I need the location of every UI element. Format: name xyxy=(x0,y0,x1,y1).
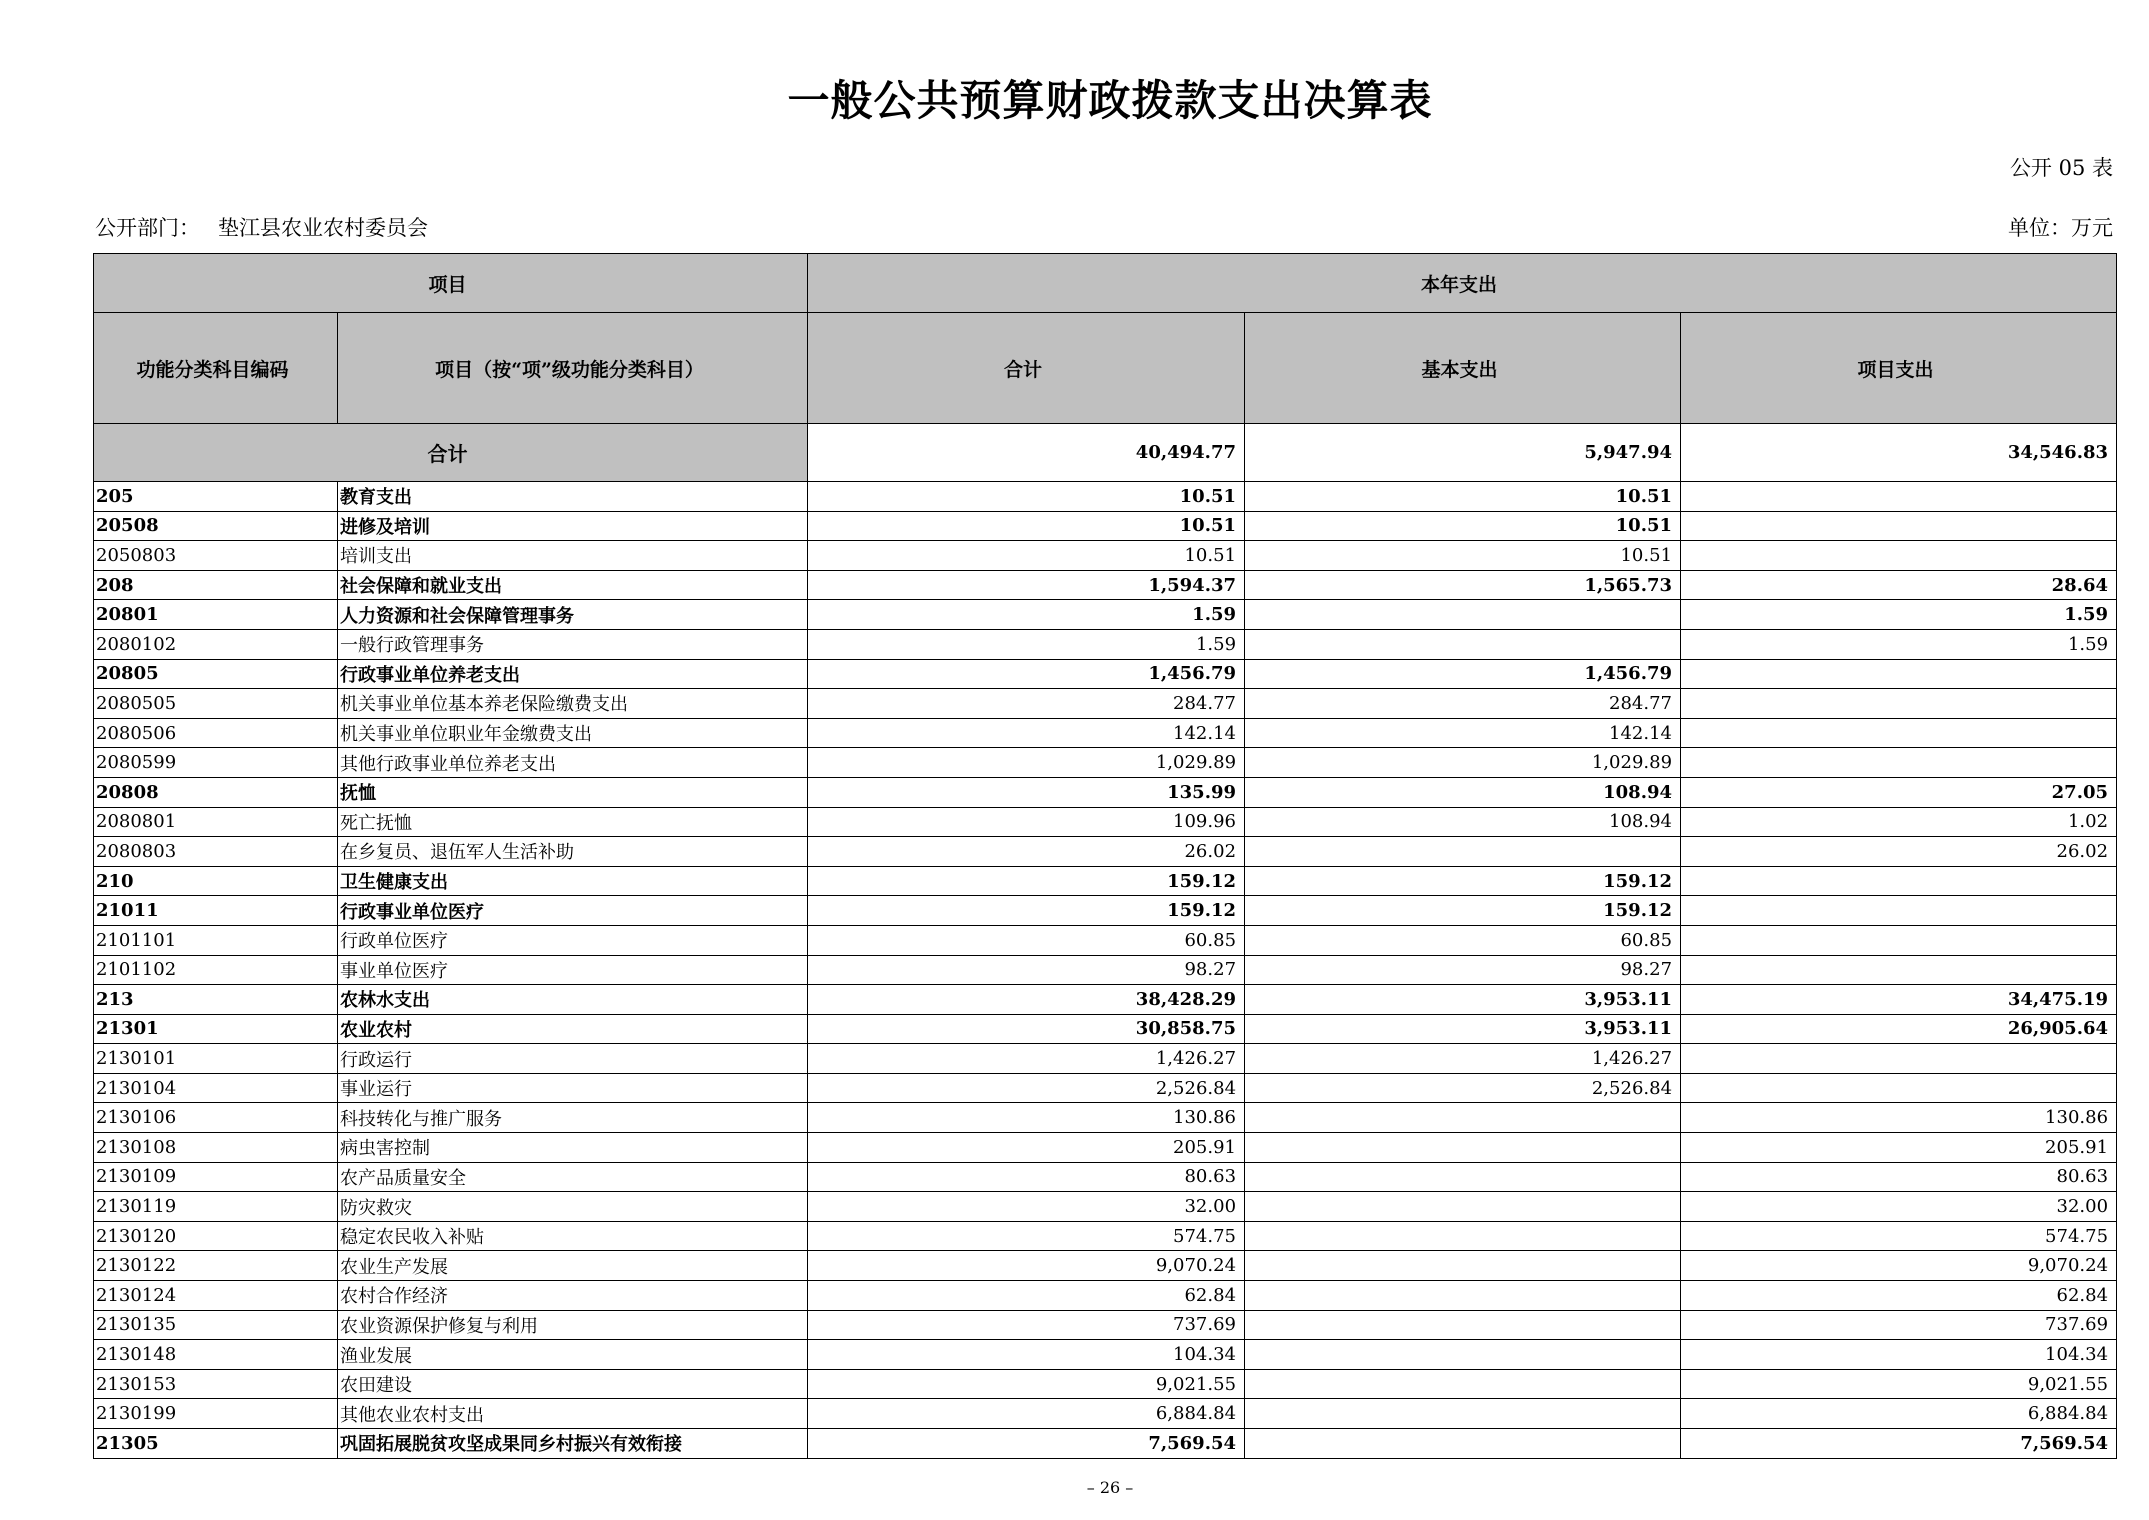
row-total: 62.84 xyxy=(808,1281,1245,1311)
row-code: 205 xyxy=(94,482,338,512)
row-code: 2130106 xyxy=(94,1103,338,1133)
row-code: 2080801 xyxy=(94,807,338,837)
row-project: 6,884.84 xyxy=(1681,1399,2117,1429)
row-item-name: 农林水支出 xyxy=(338,985,808,1015)
row-item-name: 死亡抚恤 xyxy=(338,807,808,837)
row-basic: 60.85 xyxy=(1245,925,1681,955)
row-project: 26,905.64 xyxy=(1681,1014,2117,1044)
row-code: 2130199 xyxy=(94,1399,338,1429)
row-code: 2130119 xyxy=(94,1192,338,1222)
table-row xyxy=(94,482,2117,512)
row-code: 213 xyxy=(94,985,338,1015)
row-basic xyxy=(1245,1221,1681,1251)
row-project xyxy=(1681,1044,2117,1074)
row-total: 30,858.75 xyxy=(808,1014,1245,1044)
table-row xyxy=(94,985,2117,1015)
table-row xyxy=(94,659,2117,689)
row-total: 284.77 xyxy=(808,689,1245,719)
row-code: 208 xyxy=(94,570,338,600)
table-row xyxy=(94,1340,2117,1370)
row-project xyxy=(1681,718,2117,748)
row-item-name: 行政单位医疗 xyxy=(338,925,808,955)
row-item-name: 进修及培训 xyxy=(338,511,808,541)
row-basic: 284.77 xyxy=(1245,689,1681,719)
row-total: 1,456.79 xyxy=(808,659,1245,689)
row-item-name: 在乡复员、退伍军人生活补助 xyxy=(338,837,808,867)
row-code: 2130101 xyxy=(94,1044,338,1074)
table-row xyxy=(94,1103,2117,1133)
row-project: 9,021.55 xyxy=(1681,1369,2117,1399)
row-code: 2080102 xyxy=(94,629,338,659)
row-item-name: 事业运行 xyxy=(338,1073,808,1103)
row-total: 9,070.24 xyxy=(808,1251,1245,1281)
row-total: 737.69 xyxy=(808,1310,1245,1340)
row-item-name: 卫生健康支出 xyxy=(338,866,808,896)
table-row xyxy=(94,1133,2117,1163)
row-basic: 2,526.84 xyxy=(1245,1073,1681,1103)
row-basic: 3,953.11 xyxy=(1245,1014,1681,1044)
row-code: 2050803 xyxy=(94,541,338,571)
row-project: 1.02 xyxy=(1681,807,2117,837)
table-body xyxy=(94,482,2117,1459)
row-code: 2101102 xyxy=(94,955,338,985)
department-line xyxy=(95,212,428,242)
department-name: 垫江县农业农村委员会 xyxy=(218,216,428,240)
table-row xyxy=(94,600,2117,630)
expense-table xyxy=(93,253,2117,1459)
page-number: – 26 – xyxy=(1086,1478,1134,1497)
row-total: 205.91 xyxy=(808,1133,1245,1163)
row-code: 20805 xyxy=(94,659,338,689)
row-total: 1.59 xyxy=(808,629,1245,659)
row-project: 62.84 xyxy=(1681,1281,2117,1311)
header-project: 项目 xyxy=(94,254,808,313)
row-basic xyxy=(1245,600,1681,630)
row-total: 98.27 xyxy=(808,955,1245,985)
table-row xyxy=(94,1429,2117,1459)
table-row xyxy=(94,1369,2117,1399)
row-total: 80.63 xyxy=(808,1162,1245,1192)
row-project: 1.59 xyxy=(1681,600,2117,630)
table-row xyxy=(94,511,2117,541)
row-project: 32.00 xyxy=(1681,1192,2117,1222)
table-row xyxy=(94,689,2117,719)
row-item-name: 巩固拓展脱贫攻坚成果同乡村振兴有效衔接 xyxy=(338,1429,808,1459)
row-total: 26.02 xyxy=(808,837,1245,867)
row-code: 2080803 xyxy=(94,837,338,867)
row-basic: 1,456.79 xyxy=(1245,659,1681,689)
total-row xyxy=(94,424,2117,482)
row-total: 104.34 xyxy=(808,1340,1245,1370)
row-item-name: 农村合作经济 xyxy=(338,1281,808,1311)
row-basic: 98.27 xyxy=(1245,955,1681,985)
row-basic xyxy=(1245,837,1681,867)
row-item-name: 行政事业单位养老支出 xyxy=(338,659,808,689)
row-code: 21305 xyxy=(94,1429,338,1459)
table-row xyxy=(94,955,2117,985)
row-total: 142.14 xyxy=(808,718,1245,748)
row-item-name: 病虫害控制 xyxy=(338,1133,808,1163)
row-basic xyxy=(1245,1251,1681,1281)
row-total: 1.59 xyxy=(808,600,1245,630)
header-total: 合计 xyxy=(808,313,1245,424)
row-code: 21011 xyxy=(94,896,338,926)
table-row xyxy=(94,896,2117,926)
row-total: 574.75 xyxy=(808,1221,1245,1251)
row-total: 10.51 xyxy=(808,541,1245,571)
row-item-name: 培训支出 xyxy=(338,541,808,571)
table-row xyxy=(94,570,2117,600)
row-total: 1,426.27 xyxy=(808,1044,1245,1074)
row-item-name: 机关事业单位职业年金缴费支出 xyxy=(338,718,808,748)
row-item-name: 人力资源和社会保障管理事务 xyxy=(338,600,808,630)
row-code: 2130109 xyxy=(94,1162,338,1192)
table-row xyxy=(94,807,2117,837)
row-basic: 1,565.73 xyxy=(1245,570,1681,600)
row-basic: 3,953.11 xyxy=(1245,985,1681,1015)
row-project xyxy=(1681,511,2117,541)
row-total: 159.12 xyxy=(808,896,1245,926)
table-row xyxy=(94,1073,2117,1103)
table-row xyxy=(94,866,2117,896)
row-project: 104.34 xyxy=(1681,1340,2117,1370)
row-project: 28.64 xyxy=(1681,570,2117,600)
row-basic: 1,029.89 xyxy=(1245,748,1681,778)
row-project: 205.91 xyxy=(1681,1133,2117,1163)
row-total: 159.12 xyxy=(808,866,1245,896)
row-total: 130.86 xyxy=(808,1103,1245,1133)
row-basic xyxy=(1245,1340,1681,1370)
row-basic xyxy=(1245,1281,1681,1311)
row-project xyxy=(1681,689,2117,719)
header-row-top xyxy=(94,254,2117,313)
row-basic: 159.12 xyxy=(1245,896,1681,926)
row-total: 109.96 xyxy=(808,807,1245,837)
row-basic xyxy=(1245,629,1681,659)
row-project: 1.59 xyxy=(1681,629,2117,659)
department-label: 公开部门： xyxy=(95,216,200,240)
row-code: 2080599 xyxy=(94,748,338,778)
row-code: 20808 xyxy=(94,777,338,807)
row-item-name: 稳定农民收入补贴 xyxy=(338,1221,808,1251)
table-row xyxy=(94,541,2117,571)
row-total: 6,884.84 xyxy=(808,1399,1245,1429)
row-project xyxy=(1681,866,2117,896)
table-row xyxy=(94,1281,2117,1311)
row-item-name: 机关事业单位基本养老保险缴费支出 xyxy=(338,689,808,719)
row-item-name: 一般行政管理事务 xyxy=(338,629,808,659)
row-code: 2130148 xyxy=(94,1340,338,1370)
row-basic: 108.94 xyxy=(1245,807,1681,837)
row-item-name: 行政运行 xyxy=(338,1044,808,1074)
header-item: 项目（按“项”级功能分类科目） xyxy=(338,313,808,424)
header-current-year-expense: 本年支出 xyxy=(808,254,2117,313)
row-item-name: 行政事业单位医疗 xyxy=(338,896,808,926)
row-basic: 142.14 xyxy=(1245,718,1681,748)
table-row xyxy=(94,1192,2117,1222)
header-code: 功能分类科目编码 xyxy=(94,313,338,424)
row-project xyxy=(1681,955,2117,985)
row-basic xyxy=(1245,1162,1681,1192)
row-item-name: 科技转化与推广服务 xyxy=(338,1103,808,1133)
row-basic: 10.51 xyxy=(1245,511,1681,541)
row-code: 21301 xyxy=(94,1014,338,1044)
row-total: 1,029.89 xyxy=(808,748,1245,778)
row-project xyxy=(1681,541,2117,571)
table-row xyxy=(94,718,2117,748)
row-basic xyxy=(1245,1192,1681,1222)
row-total: 38,428.29 xyxy=(808,985,1245,1015)
table-row xyxy=(94,1399,2117,1429)
total-amount: 40,494.77 xyxy=(808,424,1245,482)
row-code: 2130120 xyxy=(94,1221,338,1251)
table-row xyxy=(94,1162,2117,1192)
row-project: 26.02 xyxy=(1681,837,2117,867)
row-project xyxy=(1681,748,2117,778)
row-project xyxy=(1681,1073,2117,1103)
row-total: 32.00 xyxy=(808,1192,1245,1222)
row-project: 34,475.19 xyxy=(1681,985,2117,1015)
row-basic: 108.94 xyxy=(1245,777,1681,807)
row-project: 574.75 xyxy=(1681,1221,2117,1251)
row-code: 2080506 xyxy=(94,718,338,748)
row-project: 9,070.24 xyxy=(1681,1251,2117,1281)
row-total: 7,569.54 xyxy=(808,1429,1245,1459)
row-code: 2130108 xyxy=(94,1133,338,1163)
unit-label: 单位：万元 xyxy=(2008,216,2113,240)
row-basic: 1,426.27 xyxy=(1245,1044,1681,1074)
row-basic xyxy=(1245,1429,1681,1459)
row-project: 7,569.54 xyxy=(1681,1429,2117,1459)
row-basic xyxy=(1245,1369,1681,1399)
row-project: 737.69 xyxy=(1681,1310,2117,1340)
row-item-name: 农业资源保护修复与利用 xyxy=(338,1310,808,1340)
row-total: 10.51 xyxy=(808,511,1245,541)
row-item-name: 教育支出 xyxy=(338,482,808,512)
row-item-name: 其他行政事业单位养老支出 xyxy=(338,748,808,778)
row-total: 135.99 xyxy=(808,777,1245,807)
page-title: 一般公共预算财政拨款支出决算表 xyxy=(787,76,1433,125)
row-item-name: 社会保障和就业支出 xyxy=(338,570,808,600)
row-basic xyxy=(1245,1133,1681,1163)
row-project: 130.86 xyxy=(1681,1103,2117,1133)
total-basic: 5,947.94 xyxy=(1245,424,1681,482)
table-row xyxy=(94,925,2117,955)
table-row xyxy=(94,1251,2117,1281)
row-item-name: 农业农村 xyxy=(338,1014,808,1044)
row-basic xyxy=(1245,1399,1681,1429)
row-code: 2130153 xyxy=(94,1369,338,1399)
row-total: 10.51 xyxy=(808,482,1245,512)
row-code: 2080505 xyxy=(94,689,338,719)
row-basic xyxy=(1245,1103,1681,1133)
form-number: 公开 05 表 xyxy=(2009,156,2113,180)
row-code: 210 xyxy=(94,866,338,896)
table-row xyxy=(94,1310,2117,1340)
total-label: 合计 xyxy=(94,424,808,482)
row-item-name: 农业生产发展 xyxy=(338,1251,808,1281)
table-row xyxy=(94,1014,2117,1044)
table-row xyxy=(94,748,2117,778)
header-row-columns xyxy=(94,313,2117,424)
total-project: 34,546.83 xyxy=(1681,424,2117,482)
row-project xyxy=(1681,659,2117,689)
row-code: 2101101 xyxy=(94,925,338,955)
row-code: 2130122 xyxy=(94,1251,338,1281)
row-code: 20801 xyxy=(94,600,338,630)
row-item-name: 事业单位医疗 xyxy=(338,955,808,985)
row-code: 2130104 xyxy=(94,1073,338,1103)
row-item-name: 渔业发展 xyxy=(338,1340,808,1370)
row-item-name: 其他农业农村支出 xyxy=(338,1399,808,1429)
header-basic: 基本支出 xyxy=(1245,313,1681,424)
row-item-name: 农田建设 xyxy=(338,1369,808,1399)
table-row xyxy=(94,1044,2117,1074)
row-item-name: 农产品质量安全 xyxy=(338,1162,808,1192)
header-project-expense: 项目支出 xyxy=(1681,313,2117,424)
row-total: 2,526.84 xyxy=(808,1073,1245,1103)
row-basic: 159.12 xyxy=(1245,866,1681,896)
row-total: 9,021.55 xyxy=(808,1369,1245,1399)
row-code: 2130135 xyxy=(94,1310,338,1340)
row-total: 60.85 xyxy=(808,925,1245,955)
row-code: 20508 xyxy=(94,511,338,541)
table-row xyxy=(94,837,2117,867)
row-basic: 10.51 xyxy=(1245,541,1681,571)
row-basic: 10.51 xyxy=(1245,482,1681,512)
row-project xyxy=(1681,925,2117,955)
table-row xyxy=(94,629,2117,659)
row-project xyxy=(1681,482,2117,512)
row-project: 27.05 xyxy=(1681,777,2117,807)
table-row xyxy=(94,1221,2117,1251)
row-total: 1,594.37 xyxy=(808,570,1245,600)
row-project: 80.63 xyxy=(1681,1162,2117,1192)
row-item-name: 防灾救灾 xyxy=(338,1192,808,1222)
row-basic xyxy=(1245,1310,1681,1340)
row-code: 2130124 xyxy=(94,1281,338,1311)
row-item-name: 抚恤 xyxy=(338,777,808,807)
row-project xyxy=(1681,896,2117,926)
table-row xyxy=(94,777,2117,807)
